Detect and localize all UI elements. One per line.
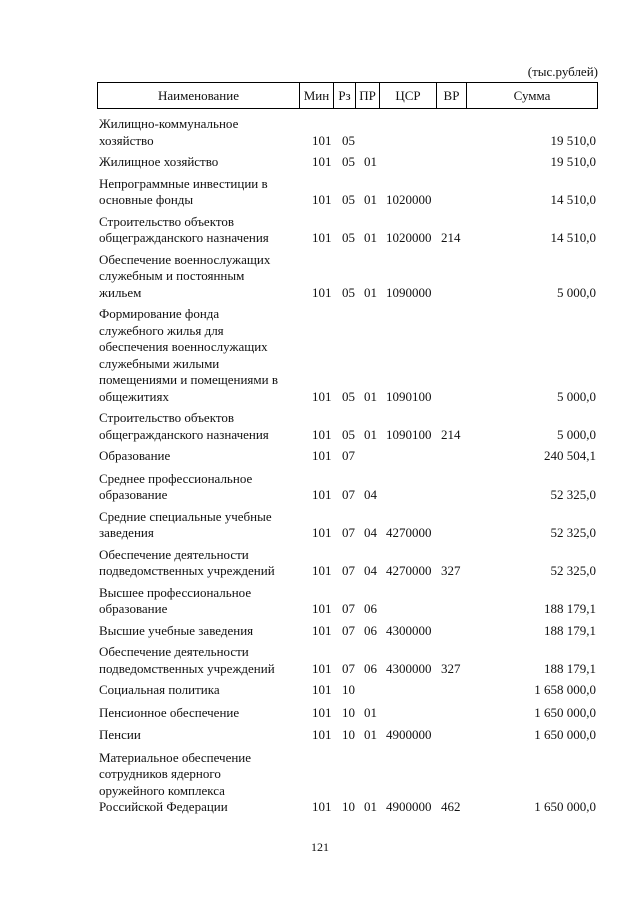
header-sum: Сумма — [467, 83, 598, 109]
row-name: Жилищно-коммунальное хозяйство — [99, 116, 239, 148]
table-row — [0, 750, 640, 816]
row-sum: 19 510,0 — [550, 154, 596, 169]
row-name: Обеспечение деятельности подведомственных учреждений — [99, 546, 275, 578]
row-sum: 188 179,1 — [544, 660, 596, 676]
row-pr: 01 — [364, 727, 377, 742]
row-min: 101 — [312, 448, 332, 463]
row-rz: 07 — [342, 660, 355, 676]
table-row — [0, 306, 640, 405]
row-sum: 1 650 000,0 — [534, 727, 596, 742]
row-pr: 06 — [364, 660, 377, 676]
table-row — [0, 623, 640, 640]
row-sum: 1 650 000,0 — [534, 704, 596, 720]
row-min: 101 — [312, 601, 332, 616]
row-rz: 07 — [342, 622, 355, 638]
units-label: (тыс.рублей) — [527, 64, 598, 79]
row-min: 101 — [312, 563, 332, 578]
row-pr: 01 — [364, 799, 377, 814]
row-rz: 07 — [342, 448, 355, 463]
budget-table-body — [0, 116, 640, 816]
row-rz: 10 — [342, 682, 355, 697]
row-sum: 14 510,0 — [550, 192, 596, 207]
header-min: Мин — [300, 83, 334, 109]
table-row — [0, 509, 640, 542]
row-sum: 188 179,1 — [544, 601, 596, 616]
row-name: Образование — [99, 448, 171, 463]
row-name: Материальное обеспечение сотрудников ядерного оружейного комплекса Российской Федерации — [99, 749, 252, 814]
row-rz: 07 — [342, 563, 355, 578]
row-name: Непрограммные инвестиции в основные фонды — [99, 175, 268, 207]
table-row — [0, 644, 640, 677]
row-rz: 05 — [342, 388, 355, 404]
table-row — [0, 547, 640, 580]
row-vr: 214 — [441, 426, 461, 442]
row-csr: 1090100 — [386, 426, 432, 442]
header-rz: Рз — [334, 83, 356, 109]
row-sum: 5 000,0 — [557, 426, 596, 442]
row-name: Среднее профессиональное образование — [99, 470, 253, 502]
table-row — [0, 410, 640, 443]
table-row — [0, 585, 640, 618]
row-pr: 01 — [364, 284, 377, 300]
row-vr: 214 — [441, 230, 461, 245]
row-min: 101 — [312, 426, 332, 442]
table-row — [0, 214, 640, 247]
row-rz: 05 — [342, 284, 355, 300]
table-row — [0, 471, 640, 504]
table-row — [0, 176, 640, 209]
table-row — [0, 252, 640, 302]
table-header — [97, 82, 598, 109]
row-rz: 10 — [342, 704, 355, 720]
row-name: Социальная политика — [99, 682, 220, 697]
row-min: 101 — [312, 132, 332, 148]
row-pr: 01 — [364, 704, 377, 720]
row-rz: 05 — [342, 230, 355, 245]
row-sum: 5 000,0 — [557, 284, 596, 300]
row-csr: 4270000 — [386, 563, 432, 578]
row-min: 101 — [312, 622, 332, 638]
row-name: Обеспечение военнослужащих служебным и постоянным жильем — [99, 251, 271, 300]
row-pr: 04 — [364, 525, 377, 540]
row-name: Пенсии — [99, 727, 141, 742]
row-min: 101 — [312, 388, 332, 404]
table-row — [0, 116, 640, 149]
row-rz: 07 — [342, 525, 355, 540]
row-pr: 01 — [364, 230, 377, 245]
row-sum: 19 510,0 — [550, 132, 596, 148]
row-sum: 1 658 000,0 — [534, 682, 596, 697]
row-sum: 52 325,0 — [550, 487, 596, 502]
row-rz: 07 — [342, 601, 355, 616]
row-pr: 01 — [364, 154, 377, 169]
table-row — [0, 727, 640, 744]
row-name: Средние специальные учебные заведения — [99, 508, 272, 540]
table-row — [0, 154, 640, 171]
row-rz: 10 — [342, 799, 355, 814]
row-pr: 06 — [364, 622, 377, 638]
row-name: Формирование фонда служебного жилья для обеспечения военнослужащих служебными жилыми помещениями и помещениями в общежитиях — [99, 306, 278, 404]
row-vr: 327 — [441, 563, 461, 578]
page-number: 121 — [311, 840, 329, 854]
table-row — [0, 705, 640, 722]
row-min: 101 — [312, 682, 332, 697]
table-row — [0, 682, 640, 699]
row-name: Высшее профессиональное образование — [99, 584, 252, 616]
row-min: 101 — [312, 487, 332, 502]
row-csr: 1090000 — [386, 284, 432, 300]
row-sum: 14 510,0 — [550, 230, 596, 245]
row-name: Высшие учебные заведения — [99, 622, 254, 638]
row-name: Обеспечение деятельности подведомственных учреждений — [99, 644, 275, 676]
row-min: 101 — [312, 704, 332, 720]
row-csr: 1020000 — [386, 230, 432, 245]
header-pr: ПР — [356, 83, 380, 109]
row-min: 101 — [312, 525, 332, 540]
row-min: 101 — [312, 799, 332, 814]
row-pr: 04 — [364, 563, 377, 578]
row-pr: 01 — [364, 388, 377, 404]
row-rz: 05 — [342, 154, 355, 169]
row-csr: 4900000 — [386, 727, 432, 742]
row-min: 101 — [312, 660, 332, 676]
row-csr: 1090100 — [386, 388, 432, 404]
row-sum: 52 325,0 — [550, 563, 596, 578]
row-min: 101 — [312, 284, 332, 300]
row-min: 101 — [312, 727, 332, 742]
table-row — [0, 448, 640, 465]
header-name: Наименование — [98, 83, 300, 109]
row-rz: 05 — [342, 132, 355, 148]
row-csr: 4270000 — [386, 525, 432, 540]
row-name: Строительство объектов общегражданского назначения — [99, 213, 269, 245]
row-min: 101 — [312, 154, 332, 169]
row-sum: 188 179,1 — [544, 622, 596, 638]
row-pr: 04 — [364, 487, 377, 502]
row-min: 101 — [312, 192, 332, 207]
row-csr: 4300000 — [386, 660, 432, 676]
row-name: Строительство объектов общегражданского назначения — [99, 410, 269, 442]
row-sum: 1 650 000,0 — [534, 799, 596, 814]
row-name: Пенсионное обеспечение — [99, 704, 240, 720]
row-csr: 1020000 — [386, 192, 432, 207]
row-pr: 06 — [364, 601, 377, 616]
row-rz: 05 — [342, 426, 355, 442]
row-rz: 07 — [342, 487, 355, 502]
row-name: Жилищное хозяйство — [99, 154, 219, 169]
row-csr: 4300000 — [386, 622, 432, 638]
row-pr: 01 — [364, 192, 377, 207]
row-vr: 327 — [441, 660, 461, 676]
header-vr: ВР — [437, 83, 467, 109]
row-sum: 5 000,0 — [557, 388, 596, 404]
row-min: 101 — [312, 230, 332, 245]
row-vr: 462 — [441, 799, 461, 814]
row-sum: 52 325,0 — [550, 525, 596, 540]
row-rz: 05 — [342, 192, 355, 207]
row-rz: 10 — [342, 727, 355, 742]
header-csr: ЦСР — [380, 83, 437, 109]
row-pr: 01 — [364, 426, 377, 442]
row-csr: 4900000 — [386, 799, 432, 814]
row-sum: 240 504,1 — [544, 448, 596, 463]
